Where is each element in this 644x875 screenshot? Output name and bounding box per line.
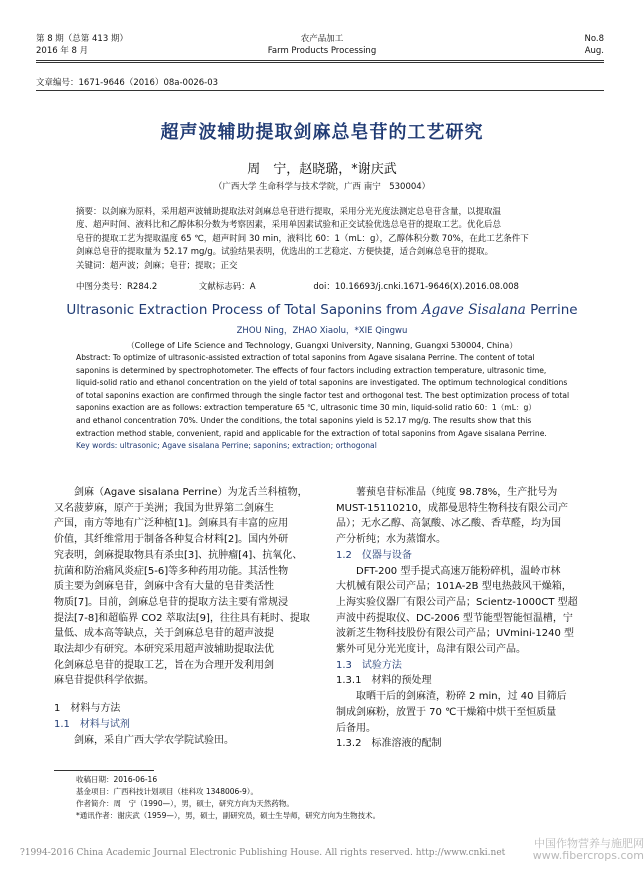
header-rule-2 [36,62,604,63]
abstract-cn-line: 度、超声时间、液料比和乙醇体积分数为考察因素，采用单因素试验和正交试验优选总皂苷的提取工艺。优化后总 [76,220,502,231]
body-line: 取晒干后的剑麻渣，粉碎 2 min，过 40 目筛后 [356,691,567,703]
journal-name-en: Farm Products Processing [267,46,377,56]
subsubsection-heading-1-3-2: 1.3.2 标准溶液的配制 [336,738,442,750]
issue-line-1: 第 8 期（总第 413 期） [36,34,128,44]
body-left-column [54,485,316,748]
body-line: 取法却少有研究。本研究采用超声波辅助提取法优 [54,644,274,656]
footnote-rule [54,770,154,771]
section-heading-1: 1 材料与方法 [54,703,121,715]
abstract-en-line: saponins exaction are as follows: extraction temperature 65 ℃, ultrasonic time 30 min, liquid-solid ratio 60：1（mL：g） [76,403,536,413]
body-line: 化剑麻总皂苷的提取工艺，旨在为合理开发利用剑 [54,659,274,671]
english-title-suffix: Perrine [525,302,578,318]
body-line: 量低、成本高等缺点，关于剑麻总皂苷的超声波提 [54,628,274,640]
paper-title: 超声波辅助提取剑麻总皂苷的工艺研究 [160,122,484,143]
body-line: 薯蓣皂苷标准品（纯度 98.78%，生产批号为 [356,487,558,498]
keywords-cn: 关键词：超声波；剑麻；皂苷；提取；正交 [76,260,238,271]
footnotes [76,774,576,822]
english-title [0,302,644,318]
body-line: 声波中药提取仪、DC-2006 型节能型智能恒温槽，宁 [336,612,573,624]
body-line: 产国，南方等地有广泛种植[1]。剑麻具有丰富的应用 [54,518,289,530]
watermark-line-2: www.fibercrops.com [532,849,644,862]
subsection-heading-1-3: 1.3 试验方法 [336,659,402,671]
classification-line [76,280,576,292]
subsubsection-heading-1-3-1: 1.3.1 材料的预处理 [336,675,432,687]
footnote-line: *通讯作者：谢庆武（1959—），男，硕士，副研究员，硕士生导师，研究方向为生物技术。 [76,811,381,820]
body-line: 剑麻（Agave sisalana Perrine）为龙舌兰科植物， [74,487,308,498]
body-line: MUST-15110210，成都曼思特生物科技有限公司产 [336,502,568,514]
affiliation: （广西大学 生命科学与技术学院，广西 南宁 530004） [213,182,431,192]
abstract-en-line: and ethanol concentration 70%. Under the conditions, the total saponins yield is 52.17 mg/g. The results show that this [76,415,532,425]
abstract-cn-line: 皂苷的提取工艺为提取温度 65 ℃，超声时间 30 min，液料比 60：1（mL：g），乙醇体积分数 70%，在此工艺条件下 [76,233,529,244]
abstract-cn-line: 摘要：以剑麻为原料，采用超声波辅助提取法对剑麻总皂苷进行提取，采用分光光度法测定总皂苷含量，以提取温 [76,207,502,217]
document-code: 文献标志码：A [198,282,256,292]
body-line: 产分析纯；水为蒸馏水。 [336,534,446,546]
body-line: 波新芝生物科技股份有限公司产品；UVmini-1240 型 [336,628,575,640]
abstract-en-line: Abstract: To optimize of ultrasonic-assisted extraction of total saponins from Agave sisalana Perrine. The content of total [76,353,535,362]
abstract-en-line: saponins is determined by spectrophotometer. The effects of four factors including extraction temperature, ultrasonic time, [76,365,547,375]
body-line: 后备用。 [336,722,376,734]
body-line: 又名菠萝麻，原产于美洲；我国为世界第二剑麻生 [54,502,274,514]
footnote-line: 基金项目：广西科技计划项目（桂科攻 1348006-9）。 [76,787,259,796]
body-line: 品）；无水乙醇、高氯酸、冰乙酸、香草醛，均为国 [336,518,561,530]
body-line: 剑麻，采自广西大学农学院试验田。 [74,734,234,746]
issue-number: No.8 [584,34,604,44]
english-affiliation: （College of Life Science and Technology, Guangxi University, Nanning, Guangxi 530004, China） [126,341,518,350]
subsection-heading-1-1: 1.1 材料与试剂 [54,718,130,730]
authors: 周 宁，赵晓璐，*谢庆武 [247,162,397,177]
body-line: 麻皂苷提供科学依据。 [54,675,154,687]
body-line: 上海实验仪器厂有限公司产品；Scientz-1000CT 型超 [336,596,578,608]
abstract-en-line: of total saponins exaction are confirmed through the single factor test and orthogonal test. The best optimization process of total [76,390,570,400]
body-right-column [336,485,604,752]
clc-number: 中图分类号：R284.2 [76,282,158,292]
issue-month: Aug. [584,46,604,56]
journal-name-cn: 农产品加工 [300,34,344,44]
english-title-species: Agave Sisalana [421,302,526,318]
body-line: 究表明，剑麻提取物具有杀虫[3]、抗肿瘤[4]、抗氧化、 [54,549,303,561]
body-line: 物质[7]。目前，剑麻总皂苷的提取方法主要有常规浸 [54,596,289,608]
english-title-prefix: Ultrasonic Extraction Process of Total Saponins from [66,302,422,318]
abstract-en-line: liquid-solid ratio and ethanol concentration on the yield of total saponins are investigated. The optimum technological conditions [76,378,568,388]
body-line: 抗菌和防治痛风炎症[5-6]等多种药用功能。其活性物 [54,565,289,577]
body-line: 大机械有限公司产品；101A-2B 型电热鼓风干燥箱， [336,581,572,593]
body-line: 制成剑麻粉，放置于 70 ℃干燥箱中烘干至恒质量 [336,706,557,718]
body-line: 价值，其纤维常用于制备各种复合材料[2]。国内外研 [54,534,289,546]
copyright-notice: ?1994-2016 China Academic Journal Electronic Publishing House. All rights reserved. http://www.cnki.net [20,848,506,858]
watermark-line-1: 中国作物营养与施肥网 [534,837,644,850]
doi: doi：10.16693/j.cnki.1671-9646(X).2016.08.008 [313,282,519,292]
abstract-cn [76,206,576,273]
abstract-en-line: extraction method stable, convenient, rapid and applicable for the extraction of total saponins from Agave sisalana Perrine. [76,428,547,438]
footnote-line: 作者简介：周 宁（1990—），男，硕士，研究方向为天然药物。 [76,799,294,808]
article-id-rule [36,90,604,91]
issue-line-2: 2016 年 8 月 [36,46,89,56]
abstract-cn-line: 剑麻总皂苷的提取量为 52.17 mg/g。试验结果表明，优选出的工艺稳定、方便快捷，适合剑麻总皂苷的提取。 [76,247,494,258]
body-line: DFT-200 型手提式高速万能粉碎机，温岭市林 [356,565,561,577]
body-line: 紫外可见分光光度计，岛津有限公司产品。 [336,644,526,656]
keywords-en: Key words: ultrasonic; Agave sisalana Perrine; saponins; extraction; orthogonal [76,441,377,451]
watermark [520,838,644,862]
subsection-heading-1-2: 1.2 仪器与设备 [336,549,412,561]
english-authors: ZHOU Ning，ZHAO Xiaolu，*XIE Qingwu [236,326,408,336]
body-line: 提法[7-8]和超临界 CO2 萃取法[9]，往往具有耗时、提取 [54,612,310,624]
body-line: 质主要为剑麻皂苷，剑麻中含有大量的皂苷类活性 [54,581,274,593]
footnote-line: 收稿日期：2016-06-16 [76,775,158,784]
header-rule [36,60,604,61]
abstract-en [76,352,576,453]
article-id: 文章编号：1671-9646（2016）08a-0026-03 [36,78,219,88]
